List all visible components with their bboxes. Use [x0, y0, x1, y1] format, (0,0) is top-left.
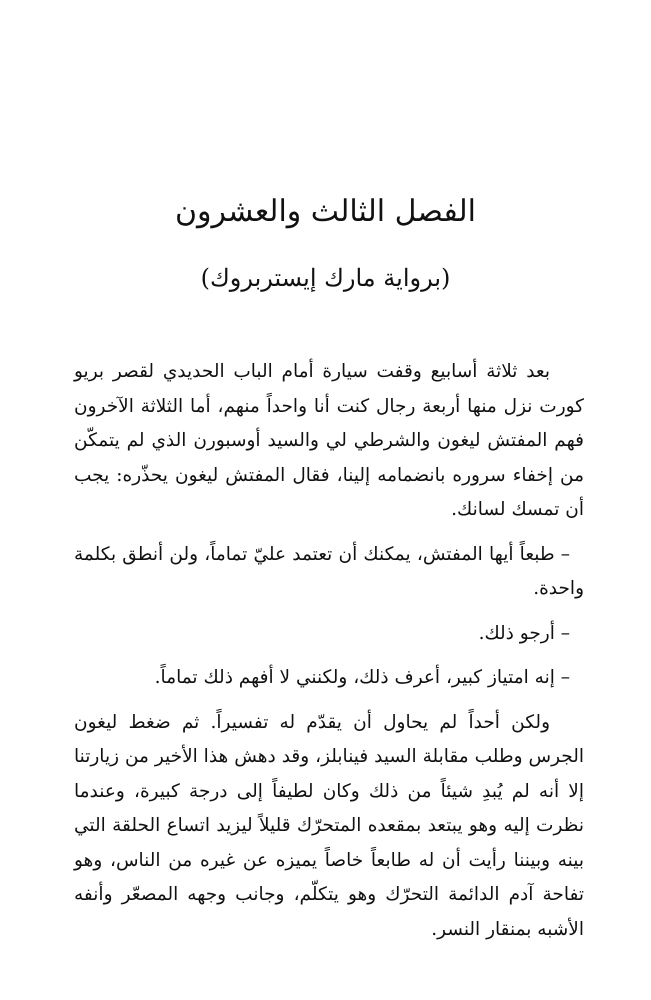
dialogue-line: – أرجو ذلك.	[478, 622, 570, 644]
dialogue-line: – إنه امتياز كبير، أعرف ذلك، ولكنني لا أفهم ذلك تماماً.	[154, 667, 570, 688]
chapter-subtitle: (برواية مارك إيستربروك)	[200, 264, 451, 292]
dialogue-line: – طبعاً أيها المفتش، يمكنك أن تعتمد عليّ تماماً، ولن أنطق بكلمة واحدة.	[74, 543, 584, 599]
chapter-body	[74, 355, 584, 957]
paragraph: ولكن أحداً لم يحاول أن يقدّم له تفسيراً. ثم ضغط ليغون الجرس وطلب مقابلة السيد فينابلز، وقد دهش هذا الأخير من زيارتنا إلا أنه لم يُبدِ شيئاً من ذلك وكان لطيفاً إلى درجة كبيرة، وعندما نظرت إليه وهو يبتعد بمقعده المتحرّك قليلاً ليزيد اتساع الحلقة التي بينه وبيننا رأيت أن له طابعاً خاصاً يميزه عن غيره من الناس، وهو تفاحة آدم الدائمة التحرّك وهو يتكلّم، وجانب وجهه المصعّر وأنفه الأشبه بمنقار النسر.	[74, 711, 584, 940]
paragraph: بعد ثلاثة أسابيع وقفت سيارة أمام الباب الحديدي لقصر بريو كورت نزل منها أربعة رجال كنت أنا واحداً منهم، أما الثلاثة الآخرون فهم المفتش ليغون والشرطي لي والسيد أوسبورن الذي لم يتمكّن من إخفاء سروره بانضمامه إلينا، فقال المفتش ليغون يحذّره: يجب أن تمسك لسانك.	[74, 361, 584, 520]
chapter-title: الفصل الثالث والعشرون	[175, 194, 476, 229]
